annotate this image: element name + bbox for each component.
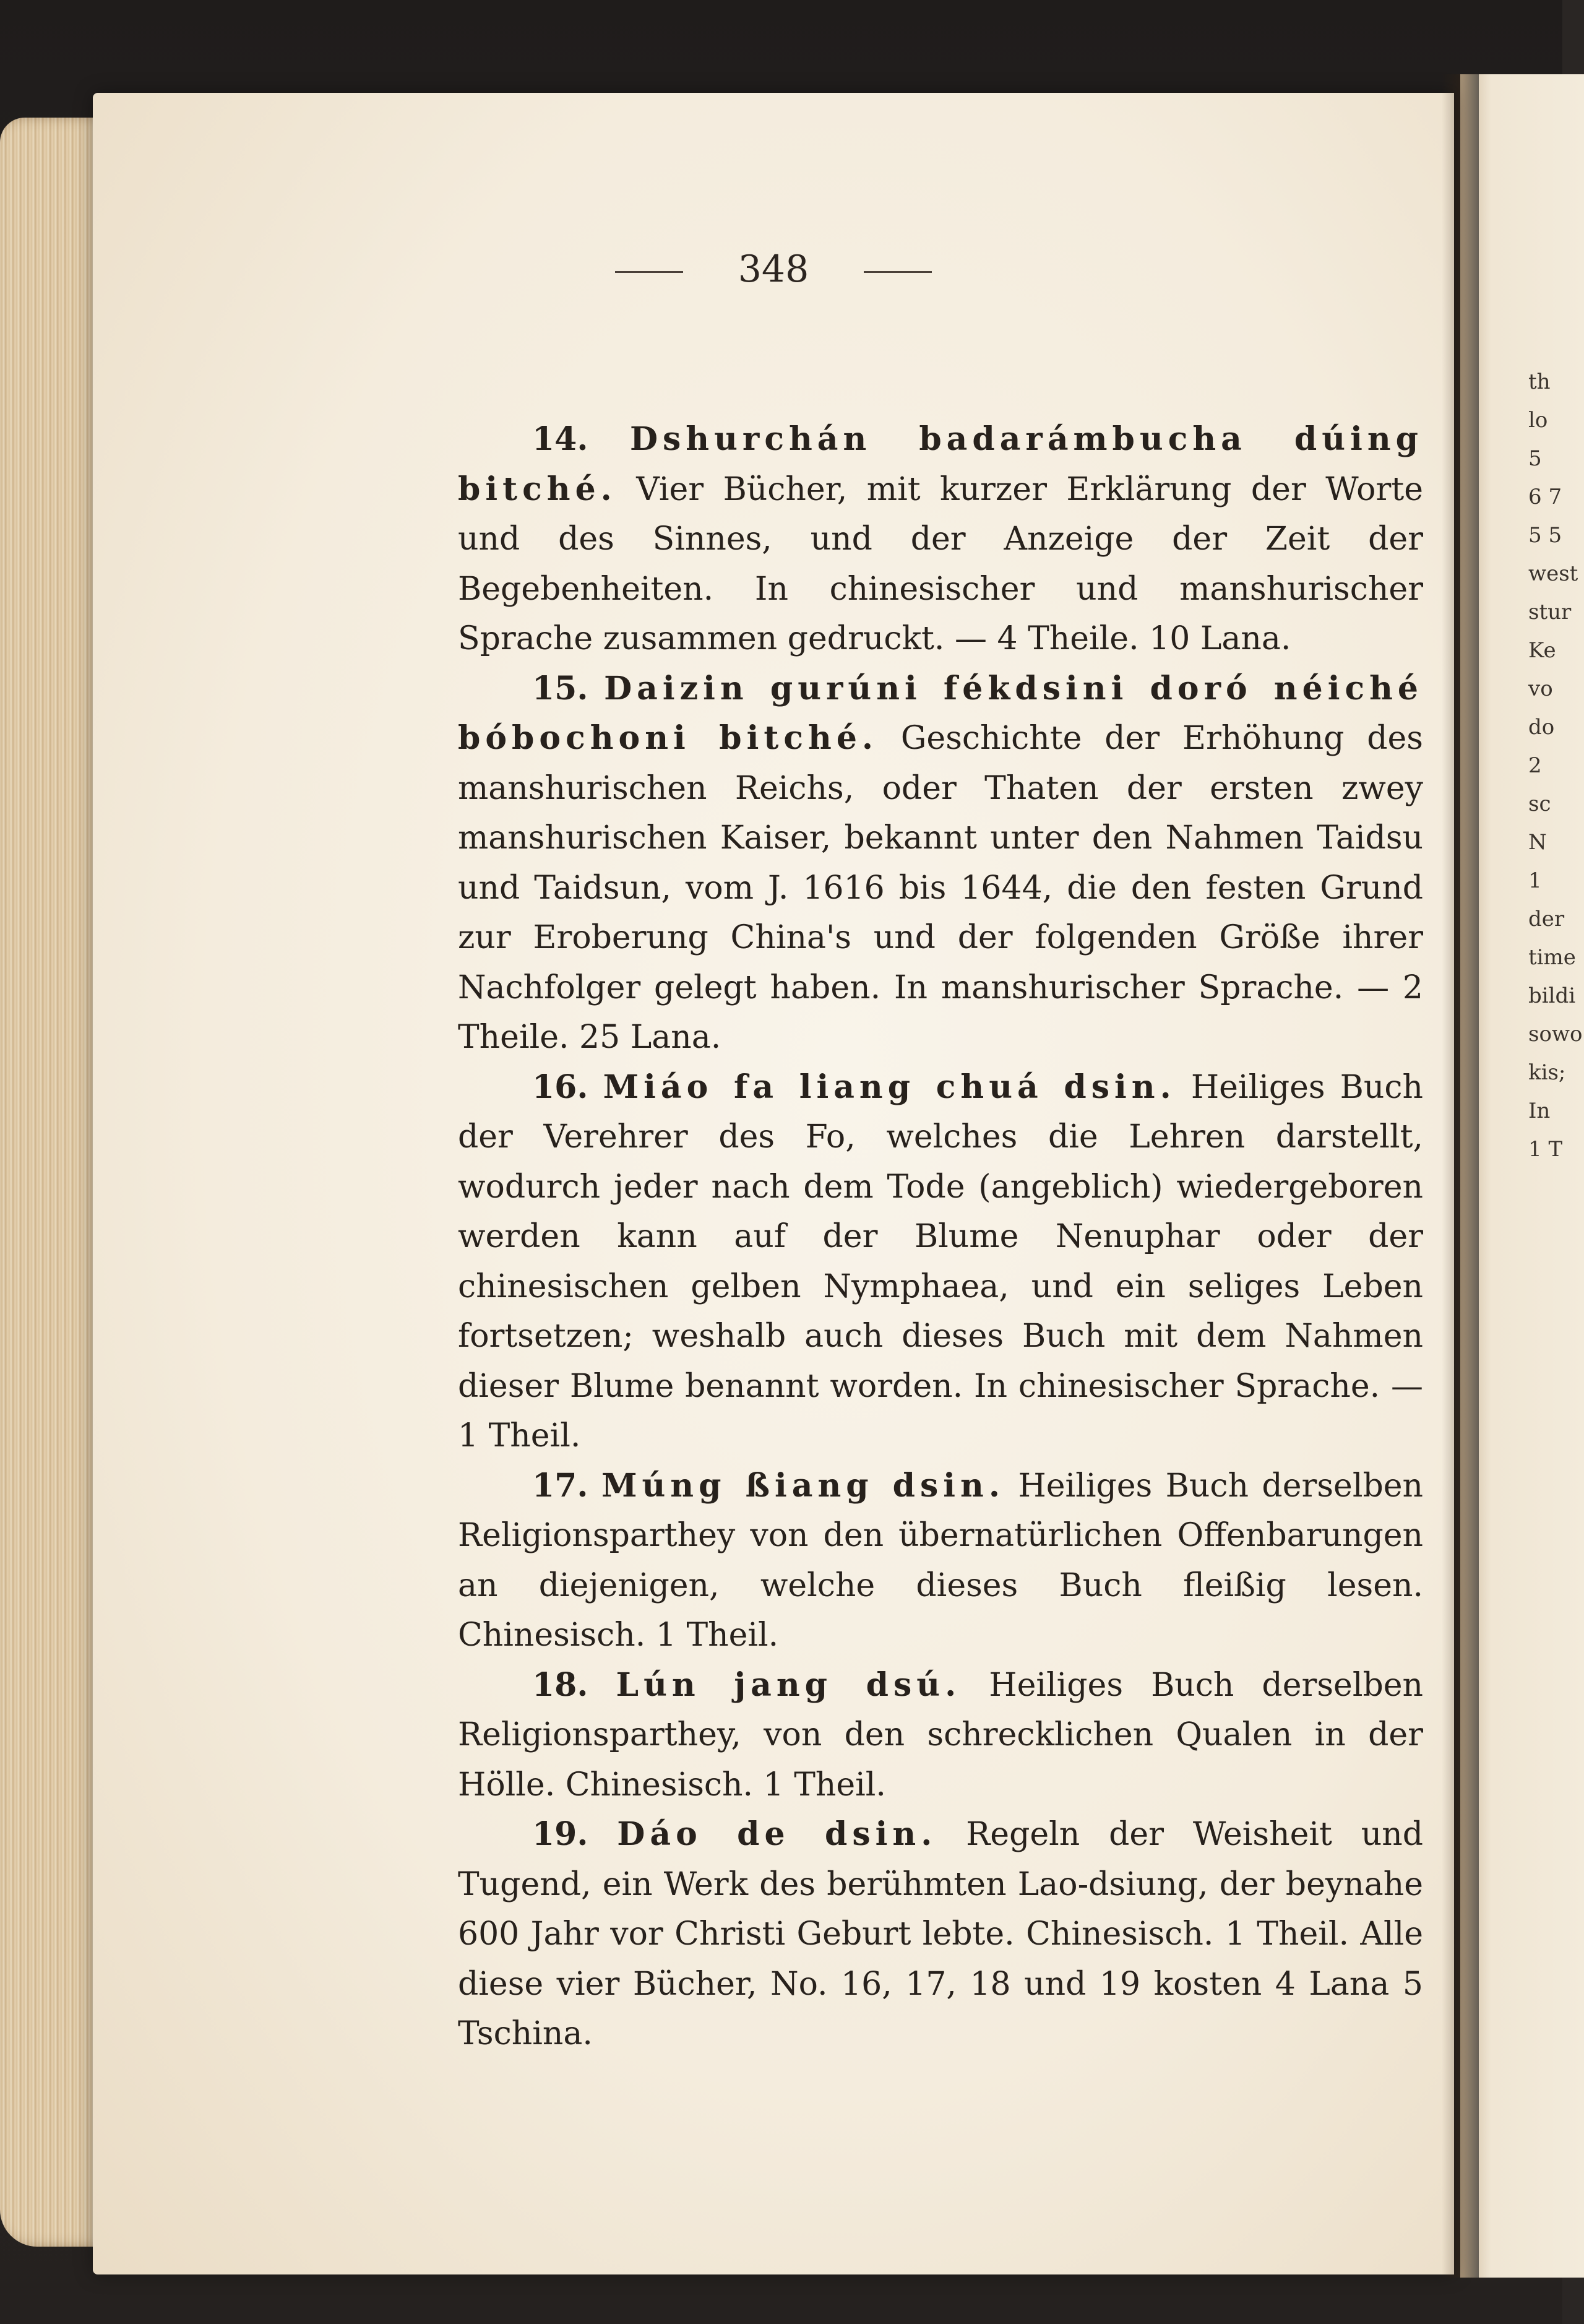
right-fragment: lo [1528, 408, 1548, 433]
right-page-text-fragments [1528, 369, 1583, 1177]
right-fragment: west [1528, 561, 1578, 586]
right-fragment: th [1528, 369, 1551, 394]
entry-title: Múng ßiang dsin. [601, 1466, 1005, 1505]
entry-title: Lún jang dsú. [616, 1665, 962, 1704]
page-edges-stack [0, 118, 105, 2247]
right-facing-page [1460, 74, 1584, 2278]
entry-title: Dáo de dsin. [617, 1815, 937, 1853]
right-fragment: 5 5 [1528, 523, 1562, 548]
right-fragment: In [1528, 1099, 1551, 1123]
catalog-entry-17 [458, 1461, 1423, 1661]
right-fragment: bildi [1528, 983, 1576, 1008]
right-fragment: sc [1528, 792, 1551, 816]
entry-title: Daizin gurúni fékdsini doró néiché bóbochoni bitché. [458, 669, 1424, 757]
page-header [93, 248, 1454, 291]
book-gutter-shadow [1442, 74, 1479, 2278]
entry-text: Heiliges Buch derselben Religionsparthey, von den schrecklichen Qualen in der Hölle. Chinesisch. 1 Theil. [458, 1666, 1423, 1803]
right-fragment: der [1528, 907, 1565, 931]
right-fragment: 1 T [1528, 1137, 1563, 1162]
catalog-entry-16 [458, 1063, 1423, 1461]
right-fragment: 2 [1528, 753, 1542, 778]
entry-text: Regeln der Weisheit und Tugend, ein Werk des berühmten Lao-dsiung, der beynahe 600 Jahr vor Christi Geburt lebte. Chinesisch. 1 Theil. Alle diese vier Bücher, No. 16, 17, 18 und 19 kosten 4 Lana 5 Tschina. [458, 1816, 1423, 2052]
right-fragment: time [1528, 945, 1576, 970]
main-page [93, 93, 1454, 2274]
right-fragment: N [1528, 830, 1547, 855]
entry-title: Dshurchán badarámbucha dúing bitché. [458, 420, 1423, 508]
entry-number: 17. [532, 1466, 588, 1505]
header-rule-left [615, 271, 683, 273]
right-fragment: 1 [1528, 868, 1542, 893]
page-number: 348 [738, 248, 809, 291]
entry-text: Vier Bücher, mit kurzer Erklärung der Worte und des Sinnes, und der Anzeige der Zeit der Begebenheiten. In chinesischer und manshurischer Sprache zusammen gedruckt. — 4 Theile. 10 Lana. [458, 470, 1423, 657]
catalog-entry-19 [458, 1810, 1423, 2059]
entry-number: 16. [532, 1068, 588, 1106]
right-fragment: vo [1528, 676, 1553, 701]
catalog-entry-18 [458, 1661, 1423, 1810]
header-rule-right [864, 271, 932, 273]
right-fragment: Ke [1528, 638, 1556, 663]
entry-number: 18. [532, 1665, 588, 1704]
right-fragment: kis; [1528, 1060, 1566, 1085]
entry-number: 19. [532, 1815, 588, 1853]
catalog-entry-14 [458, 415, 1423, 664]
entry-text: Heiliges Buch der Verehrer des Fo, welches die Lehren darstellt, wodurch jeder nach dem Tode (angeblich) wiedergeboren werden kann auf der Blume Nenuphar oder der chinesischen gelben Nymphaea, und ein seliges Leben fortsetzen; weshalb auch dieses Buch mit dem Nahmen dieser Blume benannt worden. In chinesischer Sprache. — 1 Theil. [458, 1068, 1423, 1454]
catalog-entry-15 [458, 664, 1423, 1063]
right-fragment: do [1528, 715, 1555, 740]
text-block [458, 415, 1423, 2059]
right-fragment: 5 [1528, 446, 1542, 471]
entry-number: 14. [532, 420, 588, 458]
entry-text: Geschichte der Erhöhung des manshurischen Reichs, oder Thaten der ersten zwey manshurischen Kaiser, bekannt unter den Nahmen Taidsu und Taidsun, vom J. 1616 bis 1644, die den festen Grund zur Eroberung China's und der folgenden Größe ihrer Nachfolger gelegt haben. In manshurischer Sprache. — 2 Theile. 25 Lana. [458, 720, 1423, 1056]
right-fragment: stur [1528, 600, 1572, 624]
right-fragment: sowo [1528, 1022, 1583, 1047]
entry-text: Heiliges Buch derselben Religionsparthey von den übernatürlichen Offenbarungen an diejenigen, welche dieses Buch fleißig lesen. Chinesisch. 1 Theil. [458, 1467, 1423, 1654]
entry-number: 15. [532, 669, 588, 707]
entry-title: Miáo fa liang chuá dsin. [603, 1068, 1176, 1106]
right-fragment: 6 7 [1528, 485, 1562, 509]
